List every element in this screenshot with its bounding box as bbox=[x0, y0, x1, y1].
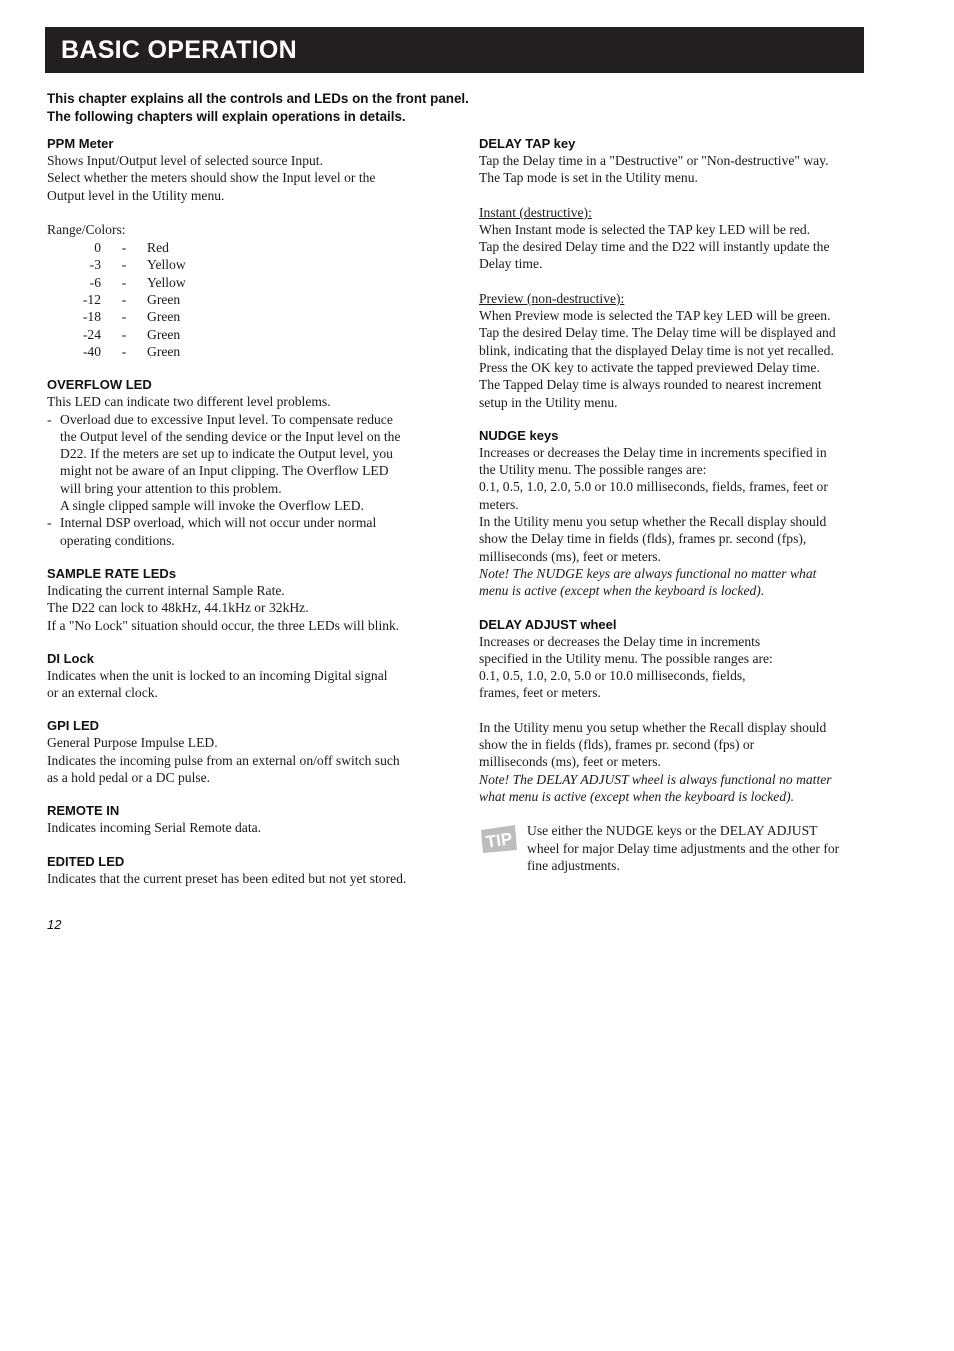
body-line: Tap the desired Delay time. The Delay time will be displayed and bbox=[479, 325, 836, 341]
section-heading: DELAY ADJUST wheel bbox=[479, 616, 617, 632]
section-heading: OVERFLOW LED bbox=[47, 377, 152, 393]
body-line: Press the OK key to activate the tapped previewed Delay time. bbox=[479, 359, 820, 375]
range-table bbox=[47, 239, 442, 360]
section-heading: DELAY TAP key bbox=[479, 136, 576, 151]
tip-icon bbox=[479, 824, 519, 874]
range-row: -3 - Yellow bbox=[89, 257, 186, 273]
bullet-item: - Internal DSP overload, which will not occur under normal operating conditions. bbox=[47, 514, 442, 549]
body-line: Increases or decreases the Delay time in increments bbox=[479, 633, 761, 649]
range-row: -24 - Green bbox=[82, 326, 181, 342]
body-line: D22. If the meters are set up to indicate the Output level, you bbox=[60, 446, 393, 462]
body-line: Shows Input/Output level of selected source Input. bbox=[47, 153, 323, 168]
body-line: wheel for major Delay time adjustments and the other for bbox=[527, 840, 840, 856]
body-line: the Output level of the sending device or the Input level on the bbox=[60, 428, 401, 444]
body-line: Use either the NUDGE keys or the DELAY ADJUST bbox=[527, 823, 818, 839]
body-line: Tap the desired Delay time and the D22 will instantly update the bbox=[479, 239, 830, 255]
note-line: Note! The NUDGE keys are always functional no matter what bbox=[479, 565, 817, 581]
range-label: Range/Colors: bbox=[47, 221, 126, 237]
body-line: Select whether the meters should show the Input level or the bbox=[47, 170, 376, 186]
body-line: General Purpose Impulse LED. bbox=[47, 735, 218, 751]
body-line: will bring your attention to this problem. bbox=[60, 480, 282, 496]
section-heading: PPM Meter bbox=[47, 136, 114, 151]
body-line: operating conditions. bbox=[60, 532, 175, 548]
body-line: setup in the Utility menu. bbox=[479, 394, 618, 410]
section-remote-in bbox=[47, 803, 442, 836]
body-line: or an external clock. bbox=[47, 685, 158, 701]
bullet-item: - Overload due to excessive Input level. To compensate reduce the Output level of the sending device or the Input level on the D22. If the meters are set up to indicate the Output level, you might not be aware of an Input clipping. The Overflow LED will bring your attention to this problem. A single clipped sample will invoke the Overflow LED. bbox=[47, 411, 442, 515]
body-line: A single clipped sample will invoke the Overflow LED. bbox=[60, 498, 364, 514]
section-delay-adjust-wheel bbox=[479, 617, 874, 806]
range-row: -12 - Green bbox=[82, 292, 181, 308]
body-line: In the Utility menu you setup whether the Recall display should bbox=[479, 719, 827, 735]
body-line: the Utility menu. The possible ranges are: bbox=[479, 462, 707, 478]
section-heading: NUDGE keys bbox=[479, 427, 559, 443]
body-line: This LED can indicate two different level problems. bbox=[47, 394, 331, 410]
tip-box bbox=[479, 822, 874, 874]
section-heading: GPI LED bbox=[47, 718, 100, 734]
body-line: frames, feet or meters. bbox=[479, 685, 601, 701]
tip-text bbox=[527, 822, 839, 874]
body-line: Indicates when the unit is locked to an incoming Digital signal bbox=[47, 667, 388, 683]
subheading-preview: Preview (non-destructive): bbox=[479, 290, 625, 306]
chapter-title: BASIC OPERATION bbox=[61, 36, 297, 64]
body-line: Indicates incoming Serial Remote data. bbox=[47, 820, 262, 836]
chapter-banner bbox=[45, 27, 864, 73]
section-heading: SAMPLE RATE LEDs bbox=[47, 565, 177, 581]
body-line: show the in fields (flds), frames pr. second (fps) or bbox=[479, 737, 755, 753]
body-line: show the Delay time in fields (flds), frames pr. second (fps), bbox=[479, 531, 807, 547]
left-column bbox=[47, 136, 442, 904]
right-column bbox=[479, 136, 874, 874]
body-line: blink, indicating that the displayed Delay time is not yet recalled. bbox=[479, 342, 834, 358]
body-line: The Tapped Delay time is always rounded to nearest increment bbox=[479, 377, 822, 393]
note-line: what menu is active (except when the keyboard is locked). bbox=[479, 788, 795, 804]
body-line: milliseconds (ms), feet or meters. bbox=[479, 548, 661, 564]
range-row: -6 - Yellow bbox=[89, 274, 186, 290]
section-nudge-keys bbox=[479, 428, 874, 600]
body-line: Indicates the incoming pulse from an external on/off switch such bbox=[47, 752, 400, 768]
body-line: fine adjustments. bbox=[527, 857, 620, 873]
body-line: If a "No Lock" situation should occur, the three LEDs will blink. bbox=[47, 617, 400, 633]
section-heading: EDITED LED bbox=[47, 853, 125, 869]
body-line: Internal DSP overload, which will not occur under normal bbox=[60, 515, 377, 531]
section-edited-led bbox=[47, 854, 442, 887]
body-line: When Preview mode is selected the TAP key LED will be green. bbox=[479, 308, 831, 324]
body-line: specified in the Utility menu. The possible ranges are: bbox=[479, 650, 773, 666]
body-line: Increases or decreases the Delay time in increments specified in bbox=[479, 444, 827, 460]
section-gpi-led bbox=[47, 718, 442, 786]
body-line: Tap the Delay time in a "Destructive" or "Non-destructive" way. bbox=[479, 153, 829, 168]
body-line: Indicating the current internal Sample Rate. bbox=[47, 582, 285, 598]
body-line: Indicates that the current preset has been edited but not yet stored. bbox=[47, 870, 407, 886]
body-line: milliseconds (ms), feet or meters. bbox=[479, 754, 661, 770]
section-overflow-led bbox=[47, 377, 442, 549]
range-row: -40 - Green bbox=[82, 343, 181, 359]
note-line: menu is active (except when the keyboard is locked). bbox=[479, 583, 765, 599]
section-heading: REMOTE IN bbox=[47, 803, 120, 819]
section-di-lock bbox=[47, 651, 442, 702]
body-line: In the Utility menu you setup whether the Recall display should bbox=[479, 514, 827, 530]
intro-line: This chapter explains all the controls and LEDs on the front panel. bbox=[47, 91, 469, 106]
body-line: Delay time. bbox=[479, 256, 543, 272]
body-line: The Tap mode is set in the Utility menu. bbox=[479, 170, 698, 186]
chapter-intro bbox=[47, 90, 867, 125]
body-line: 0.1, 0.5, 1.0, 2.0, 5.0 or 10.0 milliseconds, fields, bbox=[479, 668, 746, 684]
section-delay-tap-key bbox=[479, 136, 874, 411]
section-sample-rate bbox=[47, 566, 442, 634]
section-ppm-meter bbox=[47, 136, 442, 360]
subheading-instant: Instant (destructive): bbox=[479, 204, 592, 220]
body-line: 0.1, 0.5, 1.0, 2.0, 5.0 or 10.0 milliseconds, fields, frames, feet or bbox=[479, 479, 828, 495]
body-line: When Instant mode is selected the TAP key LED will be red. bbox=[479, 221, 811, 237]
page-number: 12 bbox=[47, 917, 62, 932]
body-line: The D22 can lock to 48kHz, 44.1kHz or 32kHz. bbox=[47, 600, 309, 616]
section-heading: DI Lock bbox=[47, 650, 94, 666]
range-row: 0 - Red bbox=[94, 240, 169, 256]
svg-text:TIP: TIP bbox=[484, 829, 514, 852]
body-line: meters. bbox=[479, 496, 519, 512]
body-line: Overload due to excessive Input level. To compensate reduce bbox=[60, 411, 393, 427]
note-line: Note! The DELAY ADJUST wheel is always functional no matter bbox=[479, 771, 832, 787]
body-line: as a hold pedal or a DC pulse. bbox=[47, 770, 211, 786]
body-line: Output level in the Utility menu. bbox=[47, 187, 225, 203]
body-line: might not be aware of an Input clipping. The Overflow LED bbox=[60, 463, 389, 479]
range-row: -18 - Green bbox=[82, 309, 181, 325]
intro-line: The following chapters will explain operations in details. bbox=[47, 108, 406, 124]
